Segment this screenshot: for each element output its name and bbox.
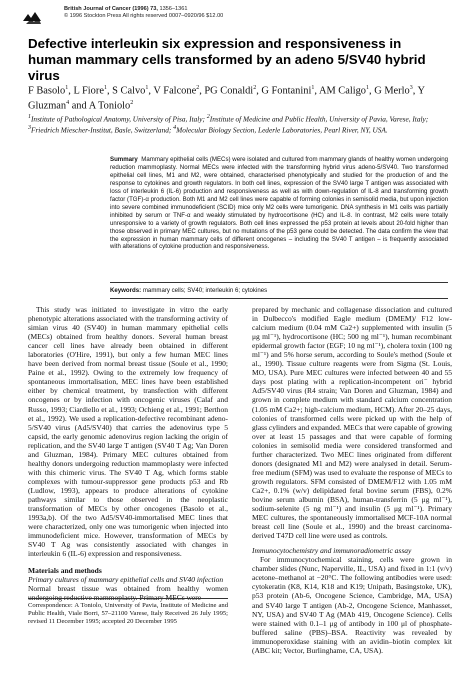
correspondence-rule	[28, 598, 228, 599]
affil-sup: 4	[173, 125, 177, 132]
affil-sup: 1	[28, 114, 31, 120]
keywords-bottom-rule	[110, 298, 448, 299]
keywords	[110, 287, 448, 295]
right-column	[252, 305, 452, 655]
author-sup: 1	[65, 85, 69, 91]
affiliation: Institute of Pathological Anatomy, University of Pisa, Italy;	[31, 114, 205, 124]
affiliation: Institute of Medicine and Public Health, University of Pavia, Varese, Italy;	[209, 114, 429, 124]
left-column	[28, 305, 228, 603]
header-text	[64, 6, 223, 21]
correspondence-note: Correspondence: A Toniolo, University of Pavia, Institute of Medicine and Public Health, Viale Borri, 57–21100 Varese, Italy Received 26 July 1995; revised 11 December 1995; accepted 20 December 1995	[28, 602, 228, 626]
copyright-line: © 1996 Stockton Press All rights reserved 0007–0920/96 $12.00	[64, 13, 224, 20]
author: V Falcone	[153, 85, 197, 97]
author-sup: 1	[311, 85, 315, 91]
author-sup: 2	[130, 100, 134, 107]
methods-paragraph: Normal breast tissue was obtained from healthy women undergoing reductive mammoplasty. Primary MECs were	[28, 584, 228, 603]
author: L Fiore	[73, 85, 104, 97]
author-list: F Basolo$^1$, L Fiore$^1$, S Calvo$^1$, V Falcone$^2$, PG Conaldi$^2$, G Fontanini$^1$, AM Caligo$^1$, G Merlo$^3$, Y Gluzman$^4$ and A Toniolo$^2$	[28, 85, 425, 112]
keywords-text: mammary cells; SV40; interleukin 6; cytokines	[142, 287, 268, 294]
author: A Toniolo	[88, 100, 131, 112]
author: G Merlo	[374, 85, 410, 97]
introduction-paragraph: This study was initiated to investigate in vitro the early phenotypic alterations associated with the transforming activity of simian virus 40 (SV40) in human mammary epithelial cells (MECs) obtained from healthy donors. Several human breast cancer cell lines have already been obtained in different laboratories (O'Hire, 1991), but only a few human MEC lines have been derived from normal breast tissue (Soule et al., 1990; Paine et al., 1992). Owing to the extremely low frequency of spontaneous immortalisation, MEC lines have been established either by chemical treatment, by transfection with different oncogenes or by infection with oncogenic viruses (Calaf and Russo, 1993; Ciardiello et al., 1993; Ochieng et al., 1991; Berthon et al., 1992). We used a replication-defective recombinant adeno-5/SV40 virus (Ad5/SV40) that carries the adenovirus type 5 capsid, the early genomic adenovirus region lacking the origin of replication, and the SV40 large T antigen (SV40 T Ag; Van Doren and Gluzman, 1984). Primary MEC cultures obtained from healthy donors undergoing reduction mammoplasty were infected with this chimeric virus. The SV40 T Ag, which forms stable complexes with tumour-suppressor gene products p53 and Rb (Ludlow, 1993), appears to produce alterations of cytokine pathways similar to those observed in the neoplastic transformation of MECs by other oncogenes (Basolo et al., 1993a,b). Of the two Ad5/SV40-immortalised MEC lines that were characterized, only one was tumorigenic when injected into immunodeficient mice. However, transformation of MECs by SV40 T Ag was consistently associated with changes in interleukin 6 (IL-6) expression and responsiveness.	[28, 305, 228, 559]
author-sup: 1	[145, 85, 149, 91]
author-sup: 4	[66, 100, 70, 107]
author: F Basolo	[28, 85, 66, 97]
abstract-text: Mammary epithelial cells (MECs) were isolated and cultured from mammary glands of healthy women undergoing reduction mammoplasty. Normal MECs were infected with the transforming hybrid virus adeno-5/SV40. Two transformed epithelial cell lines, M1 and M2, were obtained, characterised phenotypically and studied for the production of and the response to cytokines and growth regulators. In both cell lines, expression of the SV40 large T antigen was associated with loss of interleukin 6 (IL-6) production and responsiveness as well as with down-regulation of IL-8 and transforming growth factor (TGF)-α production. Both M1 and M2 cell lines were capable of forming colonies in semisolid media, but upon injection into severe combined immunodeficient (SCID) mice only M2 cells were tumorigenic. DNA synthesis in M1 cells was partially inhibited by serum or TNF-α and weakly stimulated by hydrocortisone (HC) and IL-8. In contrast, M2 cells were totally unresponsive to a variety of growth regulators. Both cell lines expressed the p53 protein at levels about 20-fold higher than those observed in primary MEC cultures, but no mutations of the p53 gene could be detected. The data confirm the view that the expression in human mammary cells of different oncogenes – including the SV40 T antigen – is frequently associated with alterations of cytokine production and responsiveness.	[110, 156, 448, 251]
article-title: Defective interleukin six expression and responsiveness in human mammary cells transformed by an adeno 5/SV40 hybrid virus	[28, 36, 426, 83]
author-sup: 2	[196, 85, 200, 91]
author: S Calvo	[112, 85, 146, 97]
section-heading: Materials and methods	[28, 566, 102, 576]
affiliation: Friedrich Miescher-Institut, Basle, Switzerland;	[31, 125, 172, 135]
subsection-heading: Primary cultures of mammary epithelial cells and SV40 infection	[28, 575, 224, 585]
author: Y Gluzman	[28, 85, 425, 112]
keywords-label: Keywords:	[110, 287, 142, 294]
affil-sup: 2	[206, 114, 210, 120]
author-sup: 3	[409, 85, 413, 91]
author-sup: 1	[366, 85, 370, 91]
methods-paragraph-continued: prepared by mechanic and collagenase dissociation and cultured in Dulbecco's modified Eagle medium (DMEM)/ F12 low-calcium medium (0.04 mM Ca2+) supplemented with insulin (5 μg ml⁻¹), hydrocortisone (HC; 500 ng ml⁻¹), human recombinant epidermal growth factor (EGF; 10 ng ml⁻¹), cholera toxin (100 ng ml⁻¹) and 5% horse serum, according to Soule's method (Soule et al., 1990). Tissue culture reagents were from Sigma (St. Louis, MO, USA). Pure MEC cultures were infected between 40 and 55 days post plating with a replication-incompetent ori⁻ hybrid Ad5/SV40 virus (R4 strain; Van Doren and Gluzman, 1984) and grown in complete medium with standard calcium concentration (1.05 mM Ca2+; high-calcium medium, HCM). After 20–25 days, colonies of transformed cells were picked up with the help of glass cylinders and expanded. MECs that were capable of growing over at least 15 passages and that were capable of forming colonies in semisolid media were considered transformed and further characterized. Two MEC lines originated from different donors (designated M1 and M2) were analysed in detail. Serum-free medium (SFM) was used to evaluate the response of MECs to growth regulators. SFM consisted of DMEM/F12 with 1.05 mM Ca2+, 0.1% (w/v) delipidated fetal bovine serum (FBS), 0.2% bovine serum albumin (BSA), human-transferrin (5 μg ml⁻¹), sodium-selenite (5 ng ml⁻¹) and insulin (5 μg ml⁻¹). Primary MEC cultures, the spontaneously immortalised MCF-10A normal breast cell line (Soule et al., 1990) and the breast carcinoma-derived T47D cell line were used as controls.	[252, 305, 452, 541]
subsection-heading: Immunocytochemistry and immunoradiometric assay	[252, 546, 412, 556]
immunocytochemistry-paragraph: For immunocytochemical staining, cells were grown in chamber slides (Nunc, Naperville, IL, USA) and fixed in 1:1 (v/v) acetone–methanol at −20°C. The following antibodies were used: cytokeratin (K8, K14, K18 and K19; Unipath, Basingstoke, UK), p53 protein (Ab-6, Oncogene Science, Cambridge, MA, USA) and SV40 large T antigen (Ab-2, Oncogene Science, Manhasset, NY, USA) and SV40 T Ag (MAb 419, Oncogene Science). Cells were stained with 0.1–1 μg of antibody in 100 μl of phosphate-buffered saline (PBS)–BSA. Reactivity was revealed by immunoperoxidase staining with an avidin–biotin complex kit (ABC kit; Vector, Burlinghame, CA, USA).	[252, 555, 452, 655]
affiliation: Molecular Biology Section, Lederle Laboratories, Pearl River, NY, USA.	[176, 125, 388, 135]
page-range: 1356–1361	[159, 6, 188, 12]
author-sup: 1	[103, 85, 107, 91]
abstract	[110, 156, 448, 251]
keywords-top-rule	[110, 282, 448, 283]
journal-citation: British Journal of Cancer (1996) 73,	[64, 6, 158, 12]
author: G Fontanini	[261, 85, 312, 97]
author: PG Conaldi	[204, 85, 254, 97]
journal-header	[22, 5, 452, 31]
author-sup: 2	[253, 85, 257, 91]
abstract-label: Summary	[110, 156, 138, 163]
publisher-logo-icon	[22, 7, 42, 27]
author: AM Caligo	[318, 85, 367, 97]
affiliations	[28, 113, 448, 135]
affil-sup: 3	[28, 125, 31, 132]
